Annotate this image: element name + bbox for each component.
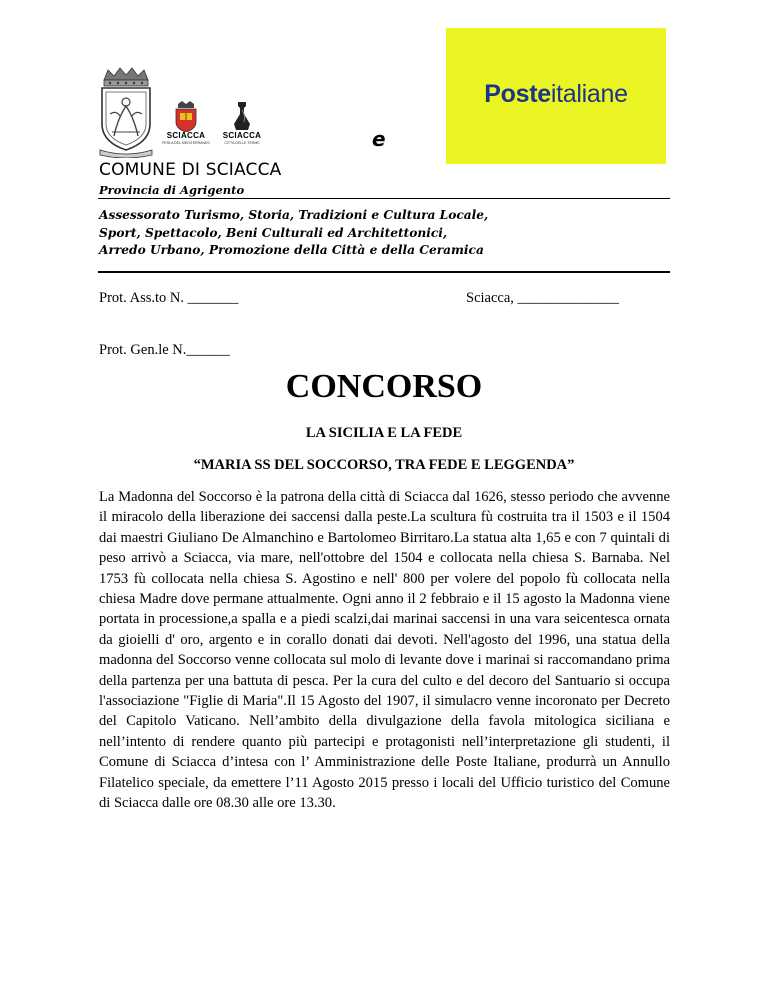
assessorato-line: Arredo Urbano, Promozione della Città e della Ceramica <box>99 243 484 257</box>
terme-logo-tagline: CITTÀ DELLE TERME <box>224 141 260 145</box>
place-date-field: Sciacca, ______________ <box>466 290 620 306</box>
provincia-subheading: Provincia di Agrigento <box>99 183 245 197</box>
document-theme: “MARIA SS DEL SOCCORSO, TRA FEDE E LEGGENDA” <box>193 457 575 473</box>
poste-italiane-wordmark <box>446 80 666 109</box>
poste-italiane-logo <box>446 28 666 164</box>
assessorato-line: Sport, Spettacolo, Beni Culturali ed Architettonici, <box>99 225 448 240</box>
comune-coat-of-arms-logo <box>96 66 156 158</box>
protocol-assessorato: Prot. Ass.to N. _______ <box>99 290 239 306</box>
sciacca-logo-name: SCIACCA <box>166 131 206 140</box>
poste-wordmark-bold: Poste <box>484 80 551 108</box>
header-divider <box>98 198 670 199</box>
assessorato-divider <box>98 271 670 273</box>
assessorato-block <box>99 207 488 260</box>
conjunction-e: e <box>372 127 386 151</box>
sciacca-terme-logo <box>216 100 268 150</box>
sciacca-city-logo <box>160 100 212 150</box>
poste-wordmark-regular: italiane <box>550 80 628 108</box>
document-title: CONCORSO <box>285 368 483 405</box>
protocol-generale: Prot. Gen.le N.______ <box>99 342 230 358</box>
body-paragraph: La Madonna del Soccorso è la patrona della città di Sciacca dal 1626, stesso periodo che avvenne il miracolo della liberazione dei saccensi dalla peste.La scultura fù costruita tra il 1503 e il 1504 dai maestri Giuliano De Almanchino e Bartolomeo Birritaro.La statua alta 1,65 e con 7 quintali di peso arrivò a Sciacca, via mare, nell'ottobre del 1504 e collocata nella chiesa S. Barnaba. Nel 1753 fù collocata nella chiesa S. Agostino e nell' 800 per volere del popolo fù collocata nella chiesa Madre dove permane attualmente. Ogni anno il 2 febbraio e il 15 agosto la Madonna viene portata in processione,a spalla e a piedi scalzi,dai marinai saccensi in una vara seicentesca ornata da gioielli d' oro, argento e in corallo donati dai devoti. Nell'agosto del 1996, una statua della madonna del Soccorso venne collocata sul molo di levante dove i marinai si raccomandano prima della partenza per una battuta di pesca. Per la cura del culto e del decoro del Santuario si occupa l'associazione "Figlie di Maria".Il 15 Agosto del 1907, il simulacro venne incoronato per Decreto del Capitolo Vaticano. Nell’ambito della divulgazione della favola mitologica siciliana e nell’intento di rendere quanto più partecipi e protagonisti nell’interpretazione gli studenti, il Comune di Sciacca d’intesa con l’ Amministrazione delle Poste Italiane, produrrà un Annullo Filatelico speciale, da emettere l’11 Agosto 2015 presso i locali del Ufficio turistico del Comune di Sciacca dalle ore 08.30 alle ore 13.30. <box>99 489 670 812</box>
comune-heading: COMUNE DI SCIACCA <box>99 160 282 180</box>
sciacca-logo-tagline: PERLA DEL MEDITERRANEO <box>161 141 211 145</box>
document-subtitle: LA SICILIA E LA FEDE <box>305 425 463 441</box>
assessorato-line: Assessorato Turismo, Storia, Tradizioni e Cultura Locale, <box>99 208 489 222</box>
terme-logo-name: SCIACCA <box>222 131 262 140</box>
